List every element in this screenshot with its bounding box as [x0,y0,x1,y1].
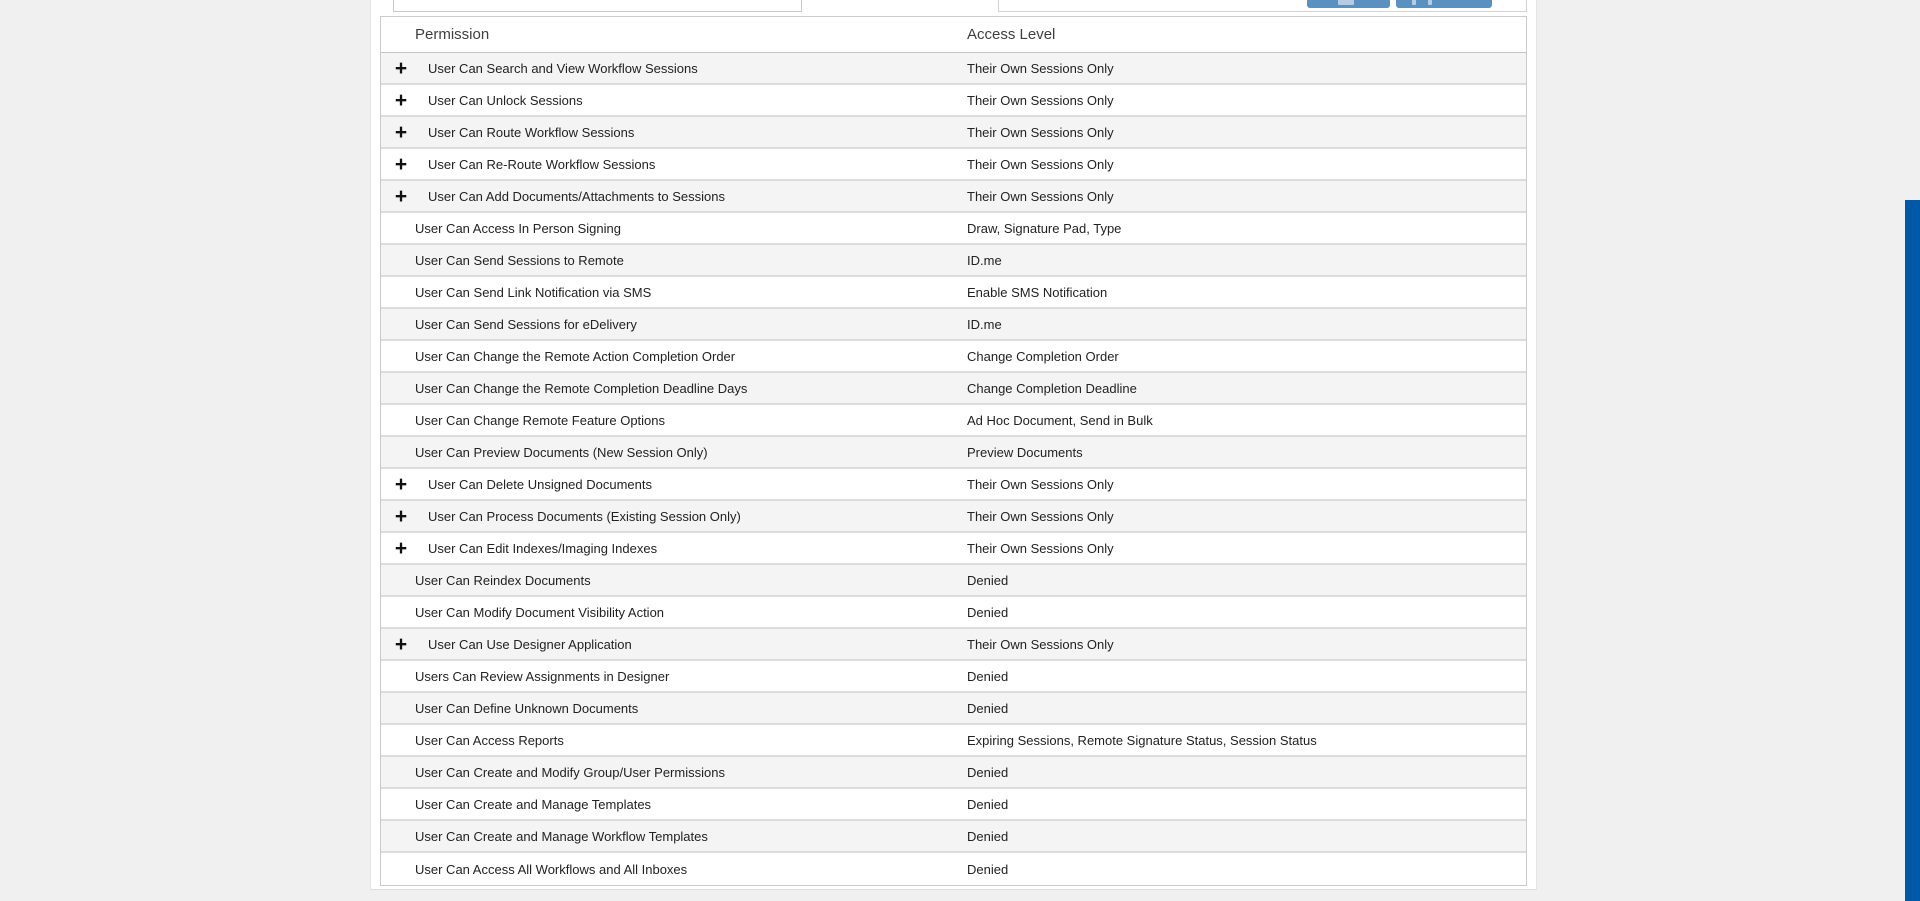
table-row [381,405,1526,437]
access-level-value: Their Own Sessions Only [967,124,1114,140]
table-row [381,725,1526,757]
expand-plus-icon[interactable]: + [394,632,408,656]
permission-label: User Can Create and Manage Templates [415,796,652,812]
table-row [381,181,1526,213]
permission-label: User Can Send Link Notification via SMS [415,284,652,300]
permission-label: User Can Access All Workflows and All Inboxes [415,861,688,877]
access-level-value: Denied [967,572,1009,588]
table-row [381,757,1526,789]
access-level-value: ID.me [967,316,1002,332]
table-row [381,53,1526,85]
access-level-value: Denied [967,828,1009,844]
table-row [381,501,1526,533]
access-level-value: Their Own Sessions Only [967,188,1114,204]
access-level-value: Change Completion Deadline [967,380,1137,396]
access-level-value: Expiring Sessions, Remote Signature Status, Session Status [967,732,1317,748]
table-row [381,373,1526,405]
expand-plus-icon[interactable]: + [394,152,408,176]
access-level-value: Their Own Sessions Only [967,60,1114,76]
toolbar-button-1[interactable] [1307,0,1390,8]
table-row [381,789,1526,821]
access-level-value: Their Own Sessions Only [967,636,1114,652]
permission-label: User Can Send Sessions for eDelivery [415,316,637,332]
table-row [381,565,1526,597]
permission-label: User Can Change the Remote Completion Deadline Days [415,380,748,396]
table-row [381,597,1526,629]
table-row [381,661,1526,693]
access-level-value: Draw, Signature Pad, Type [967,220,1122,236]
table-row [381,533,1526,565]
access-level-value: Denied [967,861,1009,877]
permission-label: User Can Process Documents (Existing Session Only) [428,508,741,524]
expand-plus-icon[interactable]: + [394,88,408,112]
arrows-icon [1428,0,1432,5]
expand-plus-icon[interactable]: + [394,504,408,528]
table-row [381,341,1526,373]
access-level-value: ID.me [967,252,1002,268]
permission-label: User Can Add Documents/Attachments to Sessions [428,188,725,204]
permission-label: User Can Use Designer Application [428,636,632,652]
expand-plus-icon[interactable]: + [394,56,408,80]
access-level-value: Enable SMS Notification [967,284,1108,300]
access-level-column-header: Access Level [967,26,1056,43]
table-row [381,149,1526,181]
permission-label: User Can Access In Person Signing [415,220,621,236]
access-level-value: Their Own Sessions Only [967,540,1114,556]
permissions-table-body [381,53,1526,885]
background-window-strip [1905,200,1920,901]
access-level-value: Their Own Sessions Only [967,92,1114,108]
access-level-value: Denied [967,604,1009,620]
search-input[interactable] [393,0,802,12]
table-row [381,469,1526,501]
toolbar-button-2[interactable] [1396,0,1492,8]
permission-label: User Can Delete Unsigned Documents [428,476,652,492]
table-row [381,821,1526,853]
table-row [381,437,1526,469]
access-level-value: Denied [967,764,1009,780]
permission-label: User Can Modify Document Visibility Action [415,604,665,620]
access-level-value: Preview Documents [967,444,1083,460]
permission-label: User Can Search and View Workflow Sessions [428,60,698,76]
access-level-value: Their Own Sessions Only [967,156,1114,172]
table-row [381,853,1526,885]
permission-label: User Can Edit Indexes/Imaging Indexes [428,540,658,556]
expand-plus-icon[interactable]: + [394,536,408,560]
permission-label: Users Can Review Assignments in Designer [415,668,670,684]
table-row [381,117,1526,149]
expand-plus-icon[interactable]: + [394,120,408,144]
grid-icon [1338,0,1354,5]
permission-label: User Can Route Workflow Sessions [428,124,635,140]
table-row [381,629,1526,661]
table-row [381,85,1526,117]
permission-label: User Can Unlock Sessions [428,92,583,108]
access-level-value: Their Own Sessions Only [967,476,1114,492]
permission-column-header: Permission [415,26,490,43]
expand-plus-icon[interactable]: + [394,184,408,208]
permission-label: User Can Preview Documents (New Session Only) [415,444,708,460]
table-row [381,245,1526,277]
permission-label: User Can Access Reports [415,732,564,748]
access-level-value: Their Own Sessions Only [967,508,1114,524]
permission-label: User Can Send Sessions to Remote [415,252,624,268]
permission-label: User Can Define Unknown Documents [415,700,639,716]
permission-label: User Can Change Remote Feature Options [415,412,666,428]
permission-label: User Can Create and Manage Workflow Templates [415,828,708,844]
permissions-table [380,16,1527,886]
permission-label: User Can Reindex Documents [415,572,591,588]
access-level-value: Denied [967,700,1009,716]
access-level-value: Change Completion Order [967,348,1119,364]
expand-plus-icon[interactable]: + [394,472,408,496]
table-row [381,277,1526,309]
access-level-value: Denied [967,668,1009,684]
permission-label: User Can Change the Remote Action Completion Order [415,348,736,364]
permission-label: User Can Re-Route Workflow Sessions [428,156,656,172]
table-row [381,213,1526,245]
access-level-value: Ad Hoc Document, Send in Bulk [967,412,1153,428]
permission-label: User Can Create and Modify Group/User Permissions [415,764,725,780]
table-row [381,693,1526,725]
arrows-icon [1412,0,1416,5]
table-row [381,309,1526,341]
table-header-row [381,17,1526,53]
access-level-value: Denied [967,796,1009,812]
